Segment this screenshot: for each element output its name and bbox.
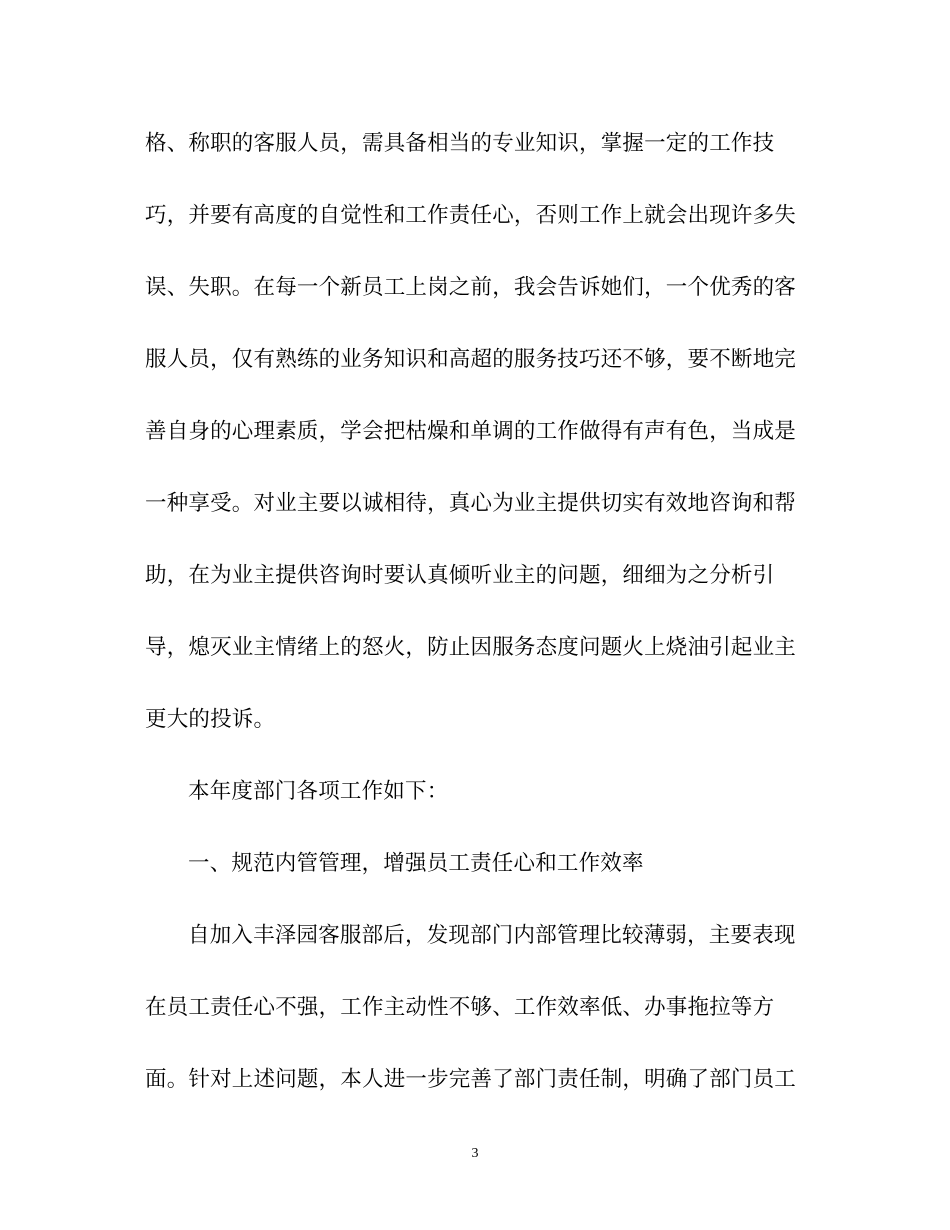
text-line: 误、失职。在每一个新员工上岗之前，我会告诉她们，一个优秀的客	[145, 275, 797, 300]
text-line: 更大的投诉。	[145, 707, 276, 732]
text-line: 一种享受。对业主要以诚相待，真心为业主提供切实有效地咨询和帮	[145, 491, 797, 516]
text-line: 善自身的心理素质，学会把枯燥和单调的工作做得有声有色，当成是	[145, 419, 797, 444]
text-line: 服人员，仅有熟练的业务知识和高超的服务技巧还不够，要不断地完	[145, 347, 797, 372]
page-number: 3	[471, 1146, 479, 1161]
section-heading: 一、规范内管管理，增强员工责任心和工作效率	[188, 851, 644, 876]
text-line: 自加入丰泽园客服部后，发现部门内部管理比较薄弱，主要表现	[188, 923, 796, 948]
text-line: 在员工责任心不强，工作主动性不够、工作效率低、办事拖拉等方	[145, 995, 775, 1020]
body-text	[145, 122, 800, 1130]
text-line: 格、称职的客服人员，需具备相当的专业知识，掌握一定的工作技	[145, 131, 775, 156]
text-line: 本年度部门各项工作如下：	[188, 779, 449, 804]
text-line: 面。针对上述问题，本人进一步完善了部门责任制，明确了部门员工	[145, 1067, 797, 1092]
text-line: 导，熄灭业主情绪上的怒火，防止因服务态度问题火上烧油引起业主	[145, 635, 797, 660]
text-line: 助，在为业主提供咨询时要认真倾听业主的问题，细细为之分析引	[145, 563, 775, 588]
text-line: 巧，并要有高度的自觉性和工作责任心，否则工作上就会出现许多失	[145, 203, 797, 228]
